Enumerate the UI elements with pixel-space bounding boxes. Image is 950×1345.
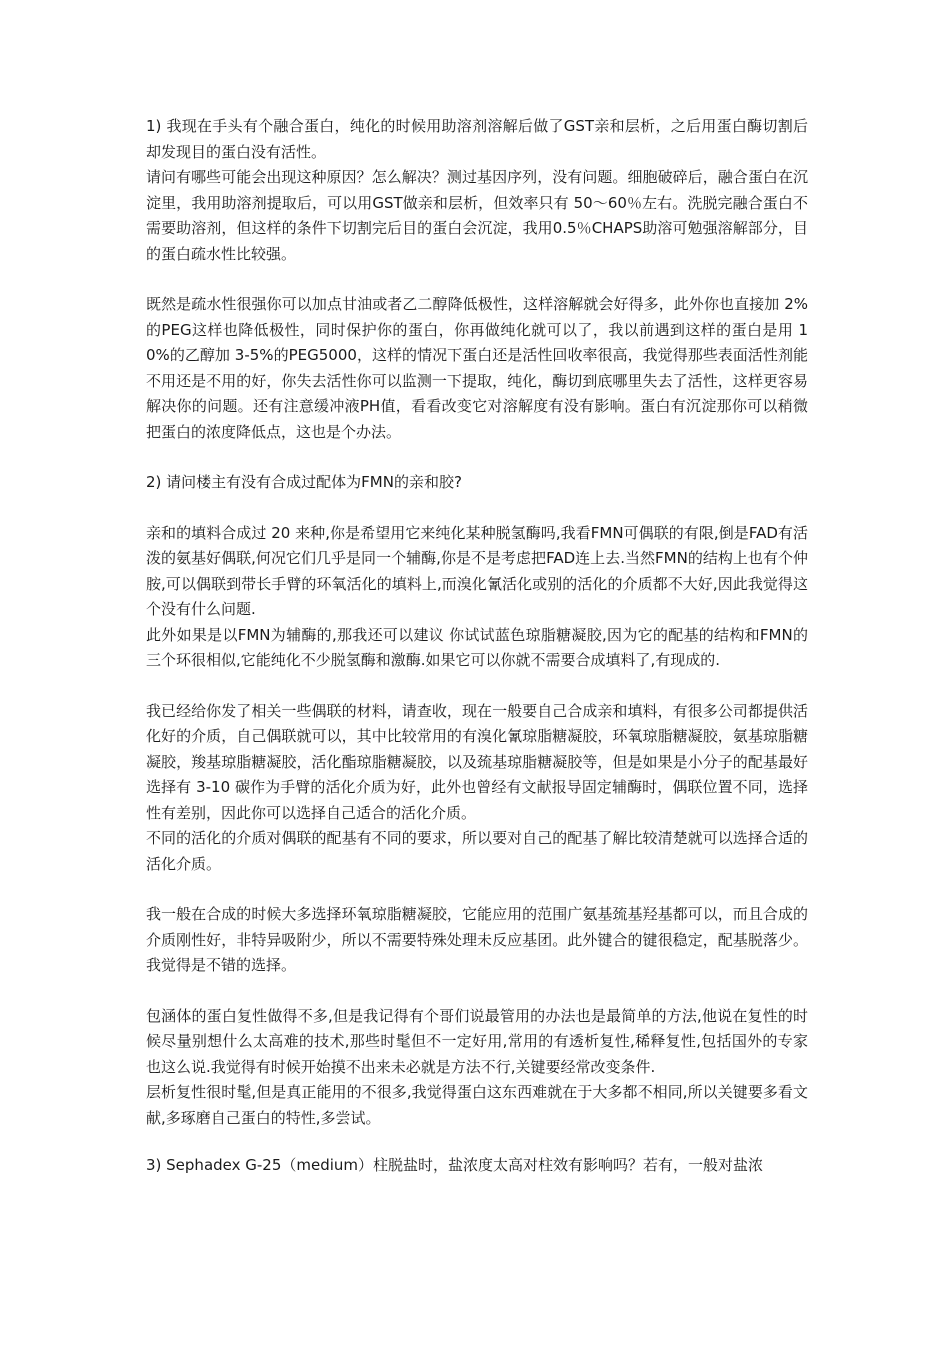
answer-2c: 我已经给你发了相关一些偶联的材料，请查收，现在一般要自己合成亲和填料，有很多公司都提供活化好的介质，自己偶联就可以，其中比较常用的有溴化氰琼脂糖凝胶，环氧琼脂糖凝胶，氨基琼脂糖凝胶，羧基琼脂糖凝胶，活化酯琼脂糖凝胶，以及巯基琼脂糖凝胶等，但是如果是小分子的配基最好选择有 3-10 碳作为手臂的活化介质为好，此外也曾经有文献报导固定辅酶时，偶联位置不同，选择性有差别，因此你可以选择自己适合的活化介质。 [146,701,808,822]
document-body [146,114,808,1179]
answer-2g: 层析复性很时髦,但是真正能用的不很多,我觉得蛋白这东西难就在于大多都不相同,所以关键要多看文献,多琢磨自己蛋白的特性,多尝试。 [146,1083,808,1127]
question-1-detail: 请问有哪些可能会出现这种原因？怎么解决？测过基因序列，没有问题。细胞破碎后，融合蛋白在沉淀里，我用助溶剂提取后，可以用GST做亲和层析，但效率只有 50～60％左右。洗脱完融合蛋白不需要助溶剂，但这样的条件下切割完后目的蛋白会沉淀，我用0.5％CHAPS助溶可勉强溶解部分，目的蛋白疏水性比较强。 [146,168,808,263]
spacer [146,1131,808,1153]
answer-2f: 包涵体的蛋白复性做得不多,但是我记得有个哥们说最管用的办法也是最简单的方法,他说在复性的时候尽量别想什么太高难的技术,那些时髦但不一定好用,常用的有透析复性,稀释复性,包括国外的专家也这么说.我觉得有时候开始摸不出来未必就是方法不行,关键要经常改变条件. [146,1006,808,1076]
spacer [146,877,808,902]
spacer [146,496,808,521]
answer-2a: 亲和的填料合成过 20 来种,你是希望用它来纯化某种脱氢酶吗,我看FMN可偶联的有限,倒是FAD有活泼的氨基好偶联,何况它们几乎是同一个辅酶,你是不是考虑把FAD连上去.当然FMN的结构上也有个仲胺,可以偶联到带长手臂的环氧活化的填料上,而溴化氰活化或别的活化的介质都不大好,因此我觉得这个没有什么问题. [146,523,808,618]
spacer [146,445,808,470]
question-2: 2) 请问楼主有没有合成过配体为FMN的亲和胶? [146,473,462,491]
spacer [146,674,808,699]
answer-1: 既然是疏水性很强你可以加点甘油或者乙二醇降低极性，这样溶解就会好得多，此外你也直接加 2%的PEG这样也降低极性，同时保护你的蛋白，你再做纯化就可以了，我以前遇到这样的蛋白是用 10%的乙醇加 3-5%的PEG5000，这样的情况下蛋白还是活性回收率很高，我觉得那些表面活性剂能不用还是不用的好，你失去活性你可以监测一下提取，纯化，酶切到底哪里失去了活性，这样更容易解决你的问题。还有注意缓冲液PH值，看看改变它对溶解度有没有影响。蛋白有沉淀那你可以稍微把蛋白的浓度降低点，这也是个办法。 [146,295,808,441]
question-3: 3) Sephadex G-25（medium）柱脱盐时，盐浓度太高对柱效有影响吗？若有，一般对盐浓 [146,1156,764,1174]
answer-2e: 我一般在合成的时候大多选择环氧琼脂糖凝胶，它能应用的范围广氨基巯基羟基都可以，而且合成的介质刚性好，非特异吸附少，所以不需要特殊处理未反应基团。此外键合的键很稳定，配基脱落少。我觉得是不错的选择。 [146,905,808,974]
answer-2d: 不同的活化的介质对偶联的配基有不同的要求，所以要对自己的配基了解比较清楚就可以选择合适的活化介质。 [146,829,808,873]
spacer [146,979,808,1004]
answer-2b: 此外如果是以FMN为辅酶的,那我还可以建议 你试试蓝色琼脂糖凝胶,因为它的配基的结构和FMN的三个环很相似,它能纯化不少脱氢酶和激酶.如果它可以你就不需要合成填料了,有现成的. [146,625,808,669]
question-1: 1) 我现在手头有个融合蛋白，纯化的时候用助溶剂溶解后做了GST亲和层析，之后用蛋白酶切割后却发现目的蛋白没有活性。 [146,117,808,161]
spacer [146,267,808,292]
